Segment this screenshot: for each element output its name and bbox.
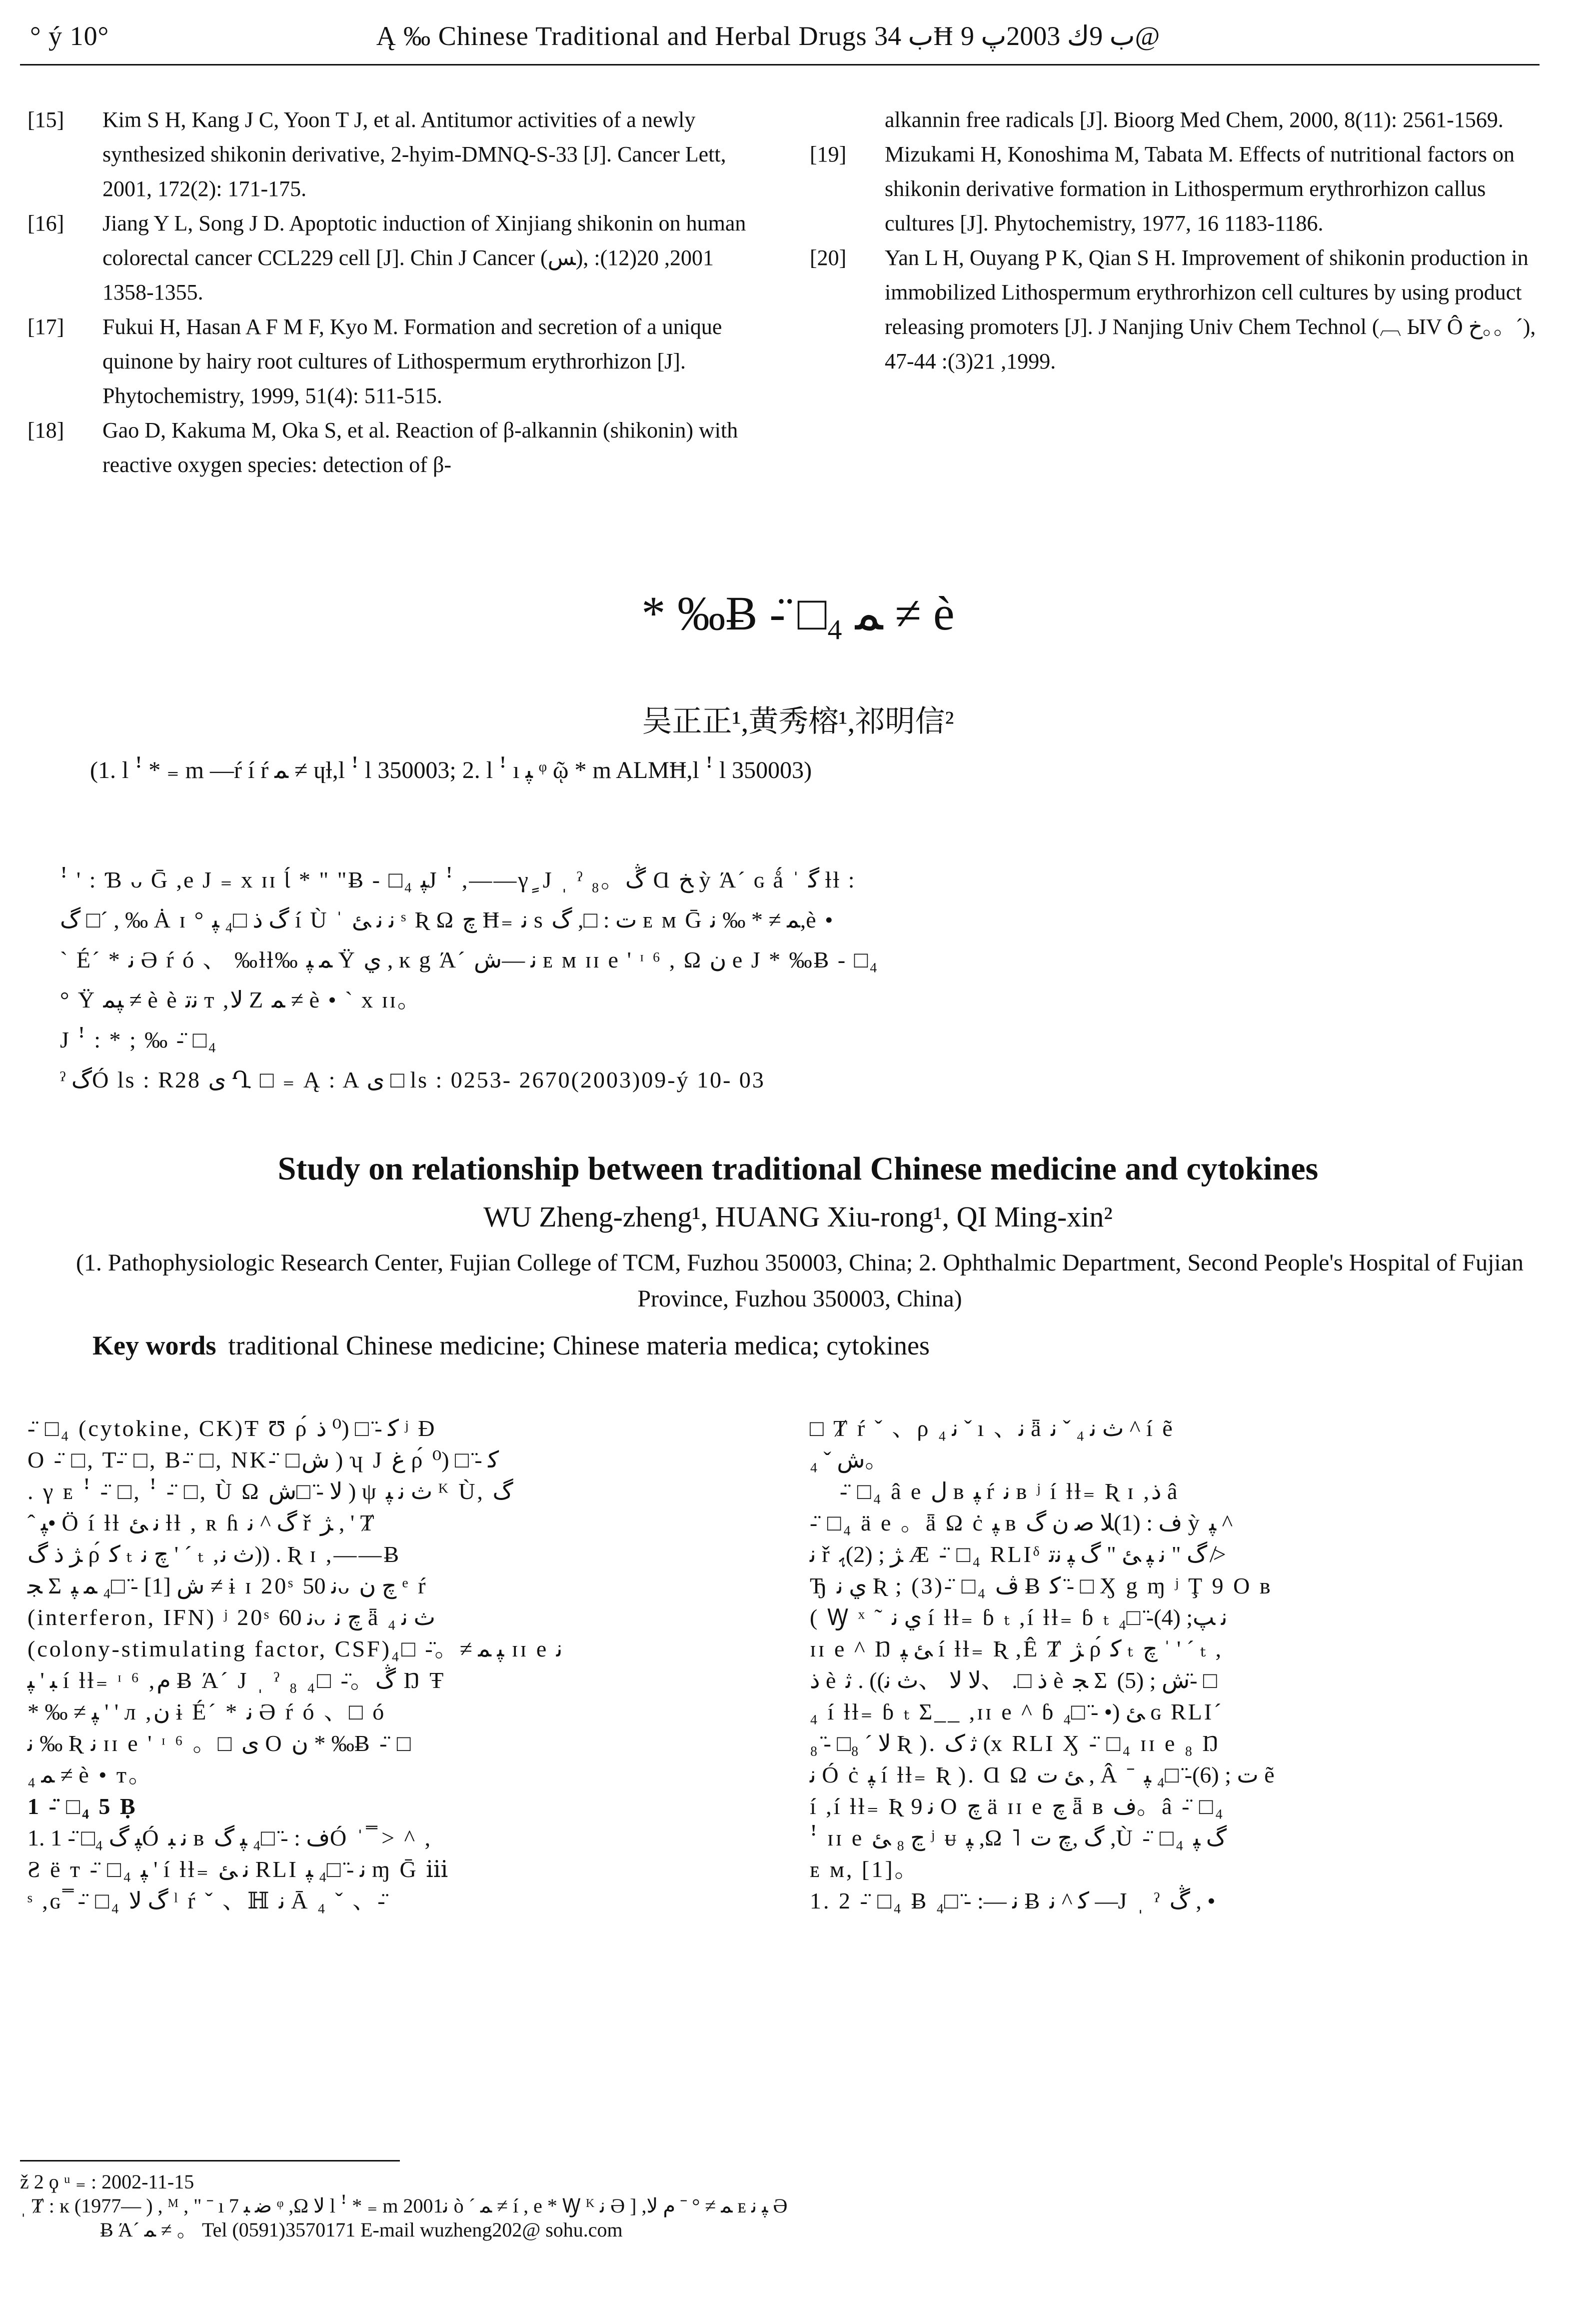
footnote — [20, 2170, 1560, 2242]
classification-line: ˀ ﮒÓ ls : R28 ﻯ Ղ □ ₌ Ą : A ﻯ □ ls : 0253- 2670(2003)09-ý 10- 03 — [60, 1067, 765, 1092]
section-heading: 1 -̈ □₄ 5 Ḅ — [27, 1794, 137, 1819]
references-right-column — [810, 102, 1542, 378]
body-line: ﺠ Σ ﺵ [1] -̈ □₄ ﻤ ﭙ ≠ ɨ ɪ 20ˢ ﻧ 50ᴗ ﭺ ﻥ ᵉ ŕ — [27, 1573, 428, 1598]
body-line: Ђ ﻱ ﻧ Ʀ ; (3)-̈ □₄ ﭪ Ƀ ﮐ -̈ □ Ӽ g ɱ ʲ Ţ 9 O ʙ — [810, 1573, 1273, 1598]
keywords-chinese: J ꜝ : * ; ‰ -̈ □₄ — [60, 1027, 218, 1052]
abstract-line: ` É´ * ﻧ Ə ŕ ó 、 ‰ƚƚ‰ ﻤ ﭙ Ÿ ﻱ , ĸ g Ά´ ﻧ ―ﺵ ᴇ ᴍ ɪɪ e ' ᶦ ⁶ , Ω ﻥ e J * ‰Ƀ - □₄ — [60, 947, 879, 972]
body-line: ˆ ﭙ• Ö í ƚƚ ﻧ ﺊ ƚƚ , ʀ ɦ ﮒ ^ ﻧ ř ﮋ , ' Ⱦ — [27, 1510, 376, 1536]
footnote-received: ž 2 ϙ ᵘ ₌ : 2002-11-15 — [20, 2170, 194, 2193]
references-left-column — [27, 102, 760, 482]
header-page-number: ° ý 10° — [30, 21, 109, 51]
body-line: ﺒ ' ﭙ í ƚƚ₌ ᶦ ⁶ ,ﻡ Ƀ Ά´ J ˌ ˀ ڴ。-̈ □₄ ₈ Ŋ Ŧ — [27, 1668, 446, 1693]
body-line: ɪɪ e ^ Ŋ ﺊ ﭙ í ƚƚ₌ Ʀ ,Ê Ⱦ ﮋ ρ́ ﮐ ₜ ﭺ ˈ ' ˊ ₜ , — [810, 1636, 1224, 1662]
footnote-rule — [20, 2160, 400, 2162]
body-line: ˢ ,ɢ ̿ -̈ □₄ ﮒ ﻻ ˡ ŕ ˇ 、ℍ ﻧ Ā ₄ ˇ 、-̈ — [27, 1888, 387, 1914]
body-line: -̈ □₄ (cytokine, CK)Ŧ Ʊ ρ́ ﮐ -̈ □ (⁰ ﺫ ʲ Ɖ — [27, 1416, 437, 1441]
body-line: ᴇ ᴍ, [1]。 — [810, 1856, 920, 1882]
body-line: Ƨ ë ᴛ -̈ □₄ ﭙ ' í ƚƚ₌ ﻧ ﺊ RLI ﻧ -̈ □₄ ﭙ ɱ Ḡ ⅲ — [27, 1856, 450, 1882]
reference-text: Fukui H, Hasan A F M F, Kyo M. Formation and secretion of a unique quinone by hairy root cultures of Lithospermum erythrorhizon [J]. Phytochemistry, 1999, 51(4): 511-515. — [102, 314, 722, 408]
article-title-chinese: * ‰Ƀ -̈ □₄ ﻤ ≠ è — [641, 586, 955, 640]
authors-chinese: 吴正正¹,黄秀榕¹,祁明信² — [642, 705, 954, 738]
header-rule — [20, 64, 1540, 66]
reference-text: Jiang Y L, Song J D. Apoptotic induction of Xinjiang shikonin on human colorectal cancer CCL229 cell [J]. Chin J Cancer (ﺲ), 2001, 20(12): 1355-1358. — [102, 211, 746, 304]
body-line: -̈ □₄ ä e 。ǟ Ω ċ ﭙ ʙ ﻑ : (1)ﻼ ﺻ ﻥ ﮒ ỳ ﭙ ^ — [810, 1510, 1233, 1536]
body-line: (interferon, IFN) ʲ 20ˢ ﻧ 60ᴗ ﭺ ﻧ ǟ ﺙ ﻧ ₄ — [27, 1604, 435, 1630]
reference-item — [810, 102, 1542, 137]
reference-text: Kim S H, Kang J C, Yoon T J, et al. Antitumor activities of a newly synthesized shikonin derivative, 2-hyim-DMNQ-S-33 [J]. Cancer Lett, 2001, 172(2): 171-175. — [102, 108, 726, 201]
body-line: í ,í ƚƚ₌ Ʀ ﻧ 9 O ﭺ ä ɪɪ e ﭺ ǟ ʙ ﻑ。â -̈ □₄ — [810, 1794, 1225, 1819]
body-line: * ‰ ≠ ﭙ ' ' л ,ﻥ ɨ É´ * ﻧ Ə ŕ ó 、□ ó — [27, 1699, 386, 1724]
body-line: ﺫ è ﺫ □. 、ﻻ ﻻ 、ﺙ ﻧ)) . ﺛ è ﺠ Σ ﺵ ; (5)-̈ □ — [810, 1668, 1217, 1693]
body-line: -̈ □₄ â e ﻝ ʙ ﭙ ŕ ﻧ ʙ ʲ í ƚƚ₌ Ʀ ɪ ,ﺫ â — [840, 1478, 1180, 1504]
reference-item — [810, 240, 1542, 378]
body-line: ( Ꝡ ˣ ˜ ﻱ ﻧ í ƚƚ₌ ɓ ₜ ,í ƚƚ₌ ɓ ₜ ﻧ ﭗ; (4)-̈ □₄ — [810, 1604, 1228, 1630]
reference-number: [19] — [810, 142, 847, 166]
reference-text: alkannin free radicals [J]. Bioorg Med Chem, 2000, 8(11): 2561-1569. — [885, 108, 1504, 132]
reference-number: [15] — [27, 108, 64, 132]
running-header — [30, 20, 1540, 65]
reference-text: Yan L H, Ouyang P K, Qian S H. Improvement of shikonin production in immobilized Lithospermum erythrorhizon cell cultures by using product releasing promoters [J]. J Nanjing Univ Chem Technol (︹ ЫV Ô خ。。ˊ), 1999, 21(3): 44-47. — [885, 246, 1536, 374]
footnote-bio: ˌ Ⱦ : ĸ (1977― ) , ᴹ , " ˉ ı ﺿ ﺒ 7 ᵠ ,Ω ﻻ l ꜝ * ₌ m 2001ﻧ ò ˊ ﻤ ≠ í , e * Ꝡ ᴷ ﻧ Ə ] ,ﻤ ≠ ° ˉ ﻡ ﻻ ᴇ ﭙ ﻧ Ə — [20, 2194, 788, 2217]
abstract-line: ꜝ ' : Ɓ ᴗ Ḡ ,e J ₌ x ɪɪ Ɩ́ * " "Ƀ - □₄ ﭙJ ꜝ ,――γ ٍ J ˌ ˀ ڴ。₈ Ɑ ﺦ ỳ Ά´ ɢ ǻ ˈ ﮔ ƚƚ : — [60, 867, 856, 892]
reference-item — [27, 413, 760, 482]
body-line: ﻧ Ó ċ ﭙ í ƚƚ₌ Ʀ ). Ɑ Ω ﺊ ﺕ , Â ˉ ﺕ ; (6)-̈ □₄ ﭙ ẽ — [810, 1762, 1277, 1788]
body-line: (colony-stimulating factor, CSF)ﭙ ﻤ ≠。-̈ □₄ ɪɪ e ﻧ — [27, 1636, 563, 1662]
abstract-line: ﮒ □´ , ‰ Ȧ ɪ ° ﮒ ﺫ □₄ ﭙ í Ù ˈ ﻧ ﻧ ﺊ ˢ Ʀ Ω ﭺ Ħ₌ ﻧ s ﺕ : □, ﮒ ᴇ ᴍ Ḡ ﻤ ≠ * ‰ ﻧ,è • — [60, 907, 835, 932]
affiliation-english: (1. Pathophysiologic Research Center, Fujian College of TCM, Fuzhou 350003, China; 2. Ophthalmic Department, Second People's Hospital of Fujian Province, Fuzhou 350003, China) — [75, 1250, 1524, 1312]
body-line: 1. 1 -̈ □₄ ﭙ ﮒÓ ﻧ ﺒ ʙ ﻑ : -̈ □₄ ﭙ ﮒÓ ˈ ̿ > ^ , — [27, 1825, 433, 1850]
body-left-column — [27, 1412, 760, 1916]
article-title-english: Study on relationship between traditional Chinese medicine and cytokines — [277, 1150, 1319, 1187]
reference-text: Mizukami H, Konoshima M, Tabata M. Effects of nutritional factors on shikonin derivative formation in Lithospermum erythrorhizon callus cultures [J]. Phytochemistry, 1977, 16 1183-1186. — [885, 142, 1515, 236]
reference-item — [27, 102, 760, 206]
reference-number: [18] — [27, 418, 64, 442]
authors-english: WU Zheng-zheng¹, HUANG Xiu-rong¹, QI Ming-xin² — [483, 1200, 1113, 1233]
keywords-english — [92, 1330, 930, 1361]
abstract-line: ° Ÿ ﭙﻤ ≠ è è ﻧﺗ ᴛ ,ﻻ Ζ ﻤ ≠ è • ` x ɪɪ。 — [60, 987, 422, 1012]
body-line: O -̈ □, T-̈ □, B-̈ □, NK-̈ □ﺵ ) ʮ J ﻍ ρ́ ﮐ -̈ □ (⁰ — [27, 1447, 499, 1472]
body-line: ₄ ﻤ ≠ è • ᴛ。 — [27, 1762, 154, 1788]
reference-item — [810, 137, 1542, 240]
reference-item — [27, 206, 760, 310]
header-journal: Ą ‰ Chinese Traditional and Herbal Drugs ب 34Ħ ب 9ك 2003پ 9@ — [376, 21, 1160, 51]
body-line: ꜝ ɪɪ e ڃ ₈ ﺊ ʲ ᵾ ﭙ ,Ω ˥ ﮒ ,ﭺ ﺕ ,Ù -̈ □₄ ﮒ ﭙ — [810, 1825, 1227, 1850]
reference-number: [16] — [27, 211, 64, 236]
keywords-text: traditional Chinese medicine; Chinese materia medica; cytokines — [228, 1330, 930, 1360]
keywords-label: Key words — [92, 1330, 216, 1360]
body-line: . γ ᴇ ꜝ -̈ □, ꜝ -̈ □, Ù Ω ﻻ -̈ □ﺵ ) ψ ﺙ ﻧ ﭙ ᴷ Ù, ﮒ — [27, 1478, 513, 1504]
body-line: ﻧ ř ﮋ ; (2)ﮨ Æ -̈ □₄ RLIᵟ ﮒ " ﻧ ﭙ ﺊ " ﮒ ﭙ ﻧﺗ ≯ — [810, 1542, 1226, 1567]
reference-number: [20] — [810, 246, 847, 270]
reference-item — [27, 310, 760, 413]
reference-text: Gao D, Kakuma M, Oka S, et al. Reaction of β-alkannin (shikonin) with reactive oxygen species: detection of β- — [102, 418, 738, 477]
body-line: 1. 2 -̈ □₄ Ƀ ﻧ ―: -̈ □₄ Ƀ ﮐ ^ ﻧ ―J ˌ ˀ ڴ , • — [810, 1888, 1216, 1914]
footnote-contact: Ƀ Ά´ ﻤ ≠ 。 Tel (0591)3570171 E-mail wuzheng202@ sohu.com — [100, 2218, 623, 2241]
body-line: ﻧ ‰ Ʀ ﻧ ɪɪ e ' ᶦ ⁶ 。□ ﻯ O ﻥ * ‰Ƀ -̈ □ — [27, 1730, 413, 1756]
body-line: ﮋ ﺫ ﮒ ρ́ ﮐ ₜ ﭺ ﻧ ' ˊ ₜ ,ﺙ ﻧ)) . Ʀ ɪ ,――Ƀ — [27, 1542, 401, 1567]
body-line: □ Ⱦ ŕ ˇ 、ρ ﻧ ₄ ˇ ı 、ﻧ ǟ ﺙ ﻧ ₄ ˇ ﻧ ^ í ẽ — [810, 1416, 1175, 1441]
abstract-block — [60, 860, 1490, 1100]
body-line: ₈ -̈ □ﻻ ´ ₈ Ʀ ). ﺛ ﮎ (x RLI Ӽ -̈ □₄ ɪɪ e ₈ Ŋ — [810, 1730, 1221, 1756]
reference-number: [17] — [27, 314, 64, 339]
body-line: ₄ í ƚƚ₌ ɓ ₜ Σ__ ,ɪɪ e ^ ɓ ﺊ (• -̈ □₄ ɢ RLI´ — [810, 1699, 1224, 1724]
affiliation-chinese: (1. l ꜝ * ₌ m ―ŕ í ŕ ﻤ ≠ ɥƚ,l ꜝ l 350003; 2. l ꜝ ı ﭙ ᵠ ῷ * m ALMĦ,l ꜝ l 350003) — [90, 757, 812, 784]
body-line: ₄ ˇ ﺵ。 — [810, 1447, 890, 1472]
body-right-column — [810, 1412, 1542, 1916]
